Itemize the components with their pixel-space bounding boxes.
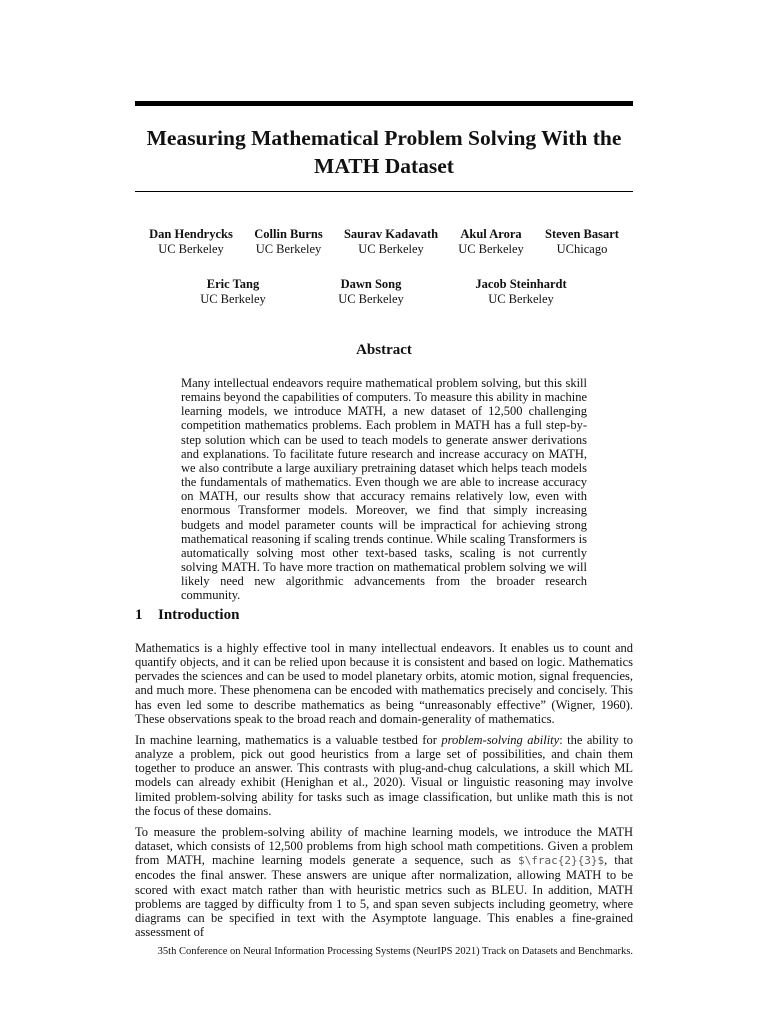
author-block [536,227,628,257]
abstract-body: Many intellectual endeavors require mathematical problem solving, but this skill remains beyond the capabilities of computers. To measure this ability in machine learning models, we introduce MATH, a new dataset of 12,500 challenging competition mathematics problems. Each problem in MATH has a full step-by-step solution which can be used to teach models to generate answer derivations and explanations. To facilitate future research and increase accuracy on MATH, we also contribute a large auxiliary pretraining dataset which helps teach models the fundamentals of mathematics. Even though we are able to increase accuracy on MATH, our results show that accuracy remains relatively low, even with enormous Transformer models. Moreover, we find that simply increasing budgets and model parameter counts will be impractical for achieving strong mathematical reasoning if scaling trends continue. While scaling Transformers is automatically solving most other text-based tasks, scaling is not currently solving MATH. To have more traction on mathematical problem solving we will likely need new algorithmic advancements from the broader research community. [181,376,587,603]
title-top-rule [135,101,633,106]
author-name: Jacob Steinhardt [475,277,567,291]
conference-footnote: 35th Conference on Neural Information Processing Systems (NeurIPS 2021) Track on Datasets and Benchmarks. [157,946,633,957]
author-affiliation: UC Berkeley [200,292,266,306]
author-affiliation: UC Berkeley [488,292,554,306]
intro-paragraph-3 [135,825,633,939]
emphasis-text: problem-solving ability [441,733,560,747]
paragraph-text: To measure the problem-solving ability of machine learning models, we introduce the MATH dataset, which consists of 12,500 problems from high school math competitions. Given a problem from MATH, machine learning models generate a sequence, such as [135,825,633,868]
intro-paragraph-2 [135,733,633,818]
author-name: Saurav Kadavath [343,227,439,241]
author-name: Steven Basart [545,227,619,241]
author-affiliation: UC Berkeley [255,242,322,256]
section-number: 1 [135,607,143,623]
section-title: Introduction [158,607,240,623]
author-block [466,277,576,307]
latex-code-snippet: $\frac{2}{3}$ [517,854,605,868]
paragraph-text: In machine learning, mathematics is a valuable testbed for [135,733,442,747]
author-affiliation: UC Berkeley [358,242,424,256]
author-name: Eric Tang [206,277,260,291]
abstract-heading: Abstract [356,342,412,358]
intro-paragraph-1: Mathematics is a highly effective tool in many intellectual endeavors. It enables us to count and quantify objects, and it can be relied upon because it is consistent and based on logic. Mathematics pervades the sciences and can be used to model planetary orbits, atomic motion, signal frequencies, and much more. These phenomena can be encoded with mathematics precisely and concisely. This has even led some to describe mathematics as being “unreasonably effective” (Wigner, 1960). These observations speak to the broad reach and domain-generality of mathematics. [135,641,633,726]
section-heading [135,607,633,624]
paper-title: Measuring Mathematical Problem Solving With the MATH Dataset [146,126,622,178]
author-name: Dawn Song [340,277,402,291]
author-affiliation: UChicago [556,242,608,256]
author-name: Dan Hendrycks [149,227,233,241]
author-block [336,227,446,257]
title-bottom-rule [135,191,633,192]
author-affiliation: UC Berkeley [338,292,404,306]
paragraph-text: : the ability to analyze a problem, pick out good heuristics from a large set of possibilities, and chain them together to produce an answer. This contrasts with plug-and-chug calculations, a skill which ML models can already exhibit (Henighan et al., 2020). Visual or linguistic reasoning may involve limited problem-solving ability for tasks such as image classification, but unlike math this is not the focus of these domains. [135,733,633,818]
author-affiliation: UC Berkeley [158,242,224,256]
author-name: Akul Arora [460,227,522,241]
author-block [246,227,331,257]
author-block [325,277,417,307]
author-block [141,227,241,257]
author-affiliation: UC Berkeley [458,242,524,256]
author-block [188,277,278,307]
author-block [450,227,532,257]
author-name: Collin Burns [254,227,323,241]
paragraph-text: , that encodes the final answer. These answers are unique after normalization, allowing MATH to be scored with exact match rather than with heuristic metrics such as BLEU. In addition, MATH problems are tagged by difficulty from 1 to 5, and span seven subjects including geometry, where diagrams can be specified in text with the Asymptote language. This enables a fine-grained assessment of [135,853,633,940]
